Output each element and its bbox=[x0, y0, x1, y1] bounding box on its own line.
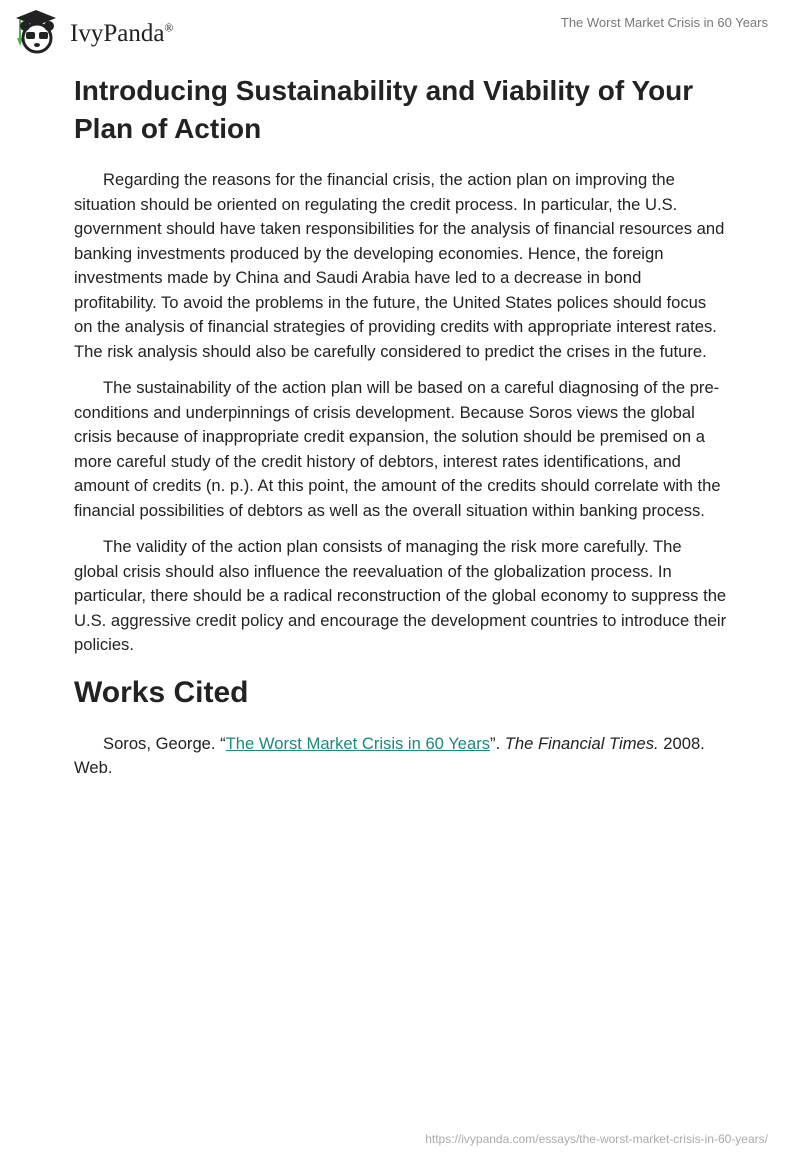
section-heading: Introducing Sustainability and Viability of Your Plan of Action bbox=[74, 75, 694, 144]
citation bbox=[74, 732, 728, 781]
logo-text: IvyPanda bbox=[70, 20, 165, 47]
paragraph: Regarding the reasons for the financial crisis, the action plan on improving the situation should be oriented on regulating the credit process. In particular, the U.S. government should have taken responsibilities for the analysis of financial resources and banking investments produced by the developing economies. Hence, the foreign investments made by China and Saudi Arabia have led to a decrease in bond profitability. To avoid the problems in the future, the United States polices should focus on the analysis of financial strategies of providing credits with appropriate interest rates. The risk analysis should also be carefully considered to predict the crises in the future. bbox=[74, 170, 725, 361]
citation-link[interactable]: The Worst Market Crisis in 60 Years bbox=[225, 733, 491, 753]
running-title: The Worst Market Crisis in 60 Years bbox=[560, 15, 768, 30]
citation-author: Soros, George. “ bbox=[103, 733, 226, 753]
registered-mark: ® bbox=[164, 20, 174, 35]
page-header bbox=[0, 0, 800, 60]
citation-source: The Financial Times. bbox=[504, 733, 659, 753]
ivypanda-logo[interactable] bbox=[12, 8, 174, 54]
works-cited-heading: Works Cited bbox=[74, 675, 249, 709]
citation-punct: ”. bbox=[490, 733, 505, 753]
paragraph: The validity of the action plan consists of managing the risk more carefully. The global crisis should also influence the reevaluation of the globalization process. In particular, there should be a radical reconstruction of the global economy to suppress the U.S. aggressive credit policy and encourage the development countries to introduce their policies. bbox=[74, 537, 727, 654]
paragraph: The sustainability of the action plan will be based on a careful diagnosing of the pre-conditions and underpinnings of crisis development. Because Soros views the global crisis because of inappropriate credit expansion, the solution should be premised on a more careful study of the credit history of debtors, interest rates identifications, and amount of credits (n. p.). At this point, the amount of the credits should correlate with the financial possibilities of debtors as well as the overall situation within banking process. bbox=[74, 378, 721, 520]
footer-url: https://ivypanda.com/essays/the-worst-market-crisis-in-60-years/ bbox=[425, 1132, 768, 1146]
essay-content bbox=[74, 72, 728, 793]
citation-rest: 2008. Web. bbox=[74, 733, 705, 777]
panda-graduate-icon bbox=[12, 8, 64, 54]
